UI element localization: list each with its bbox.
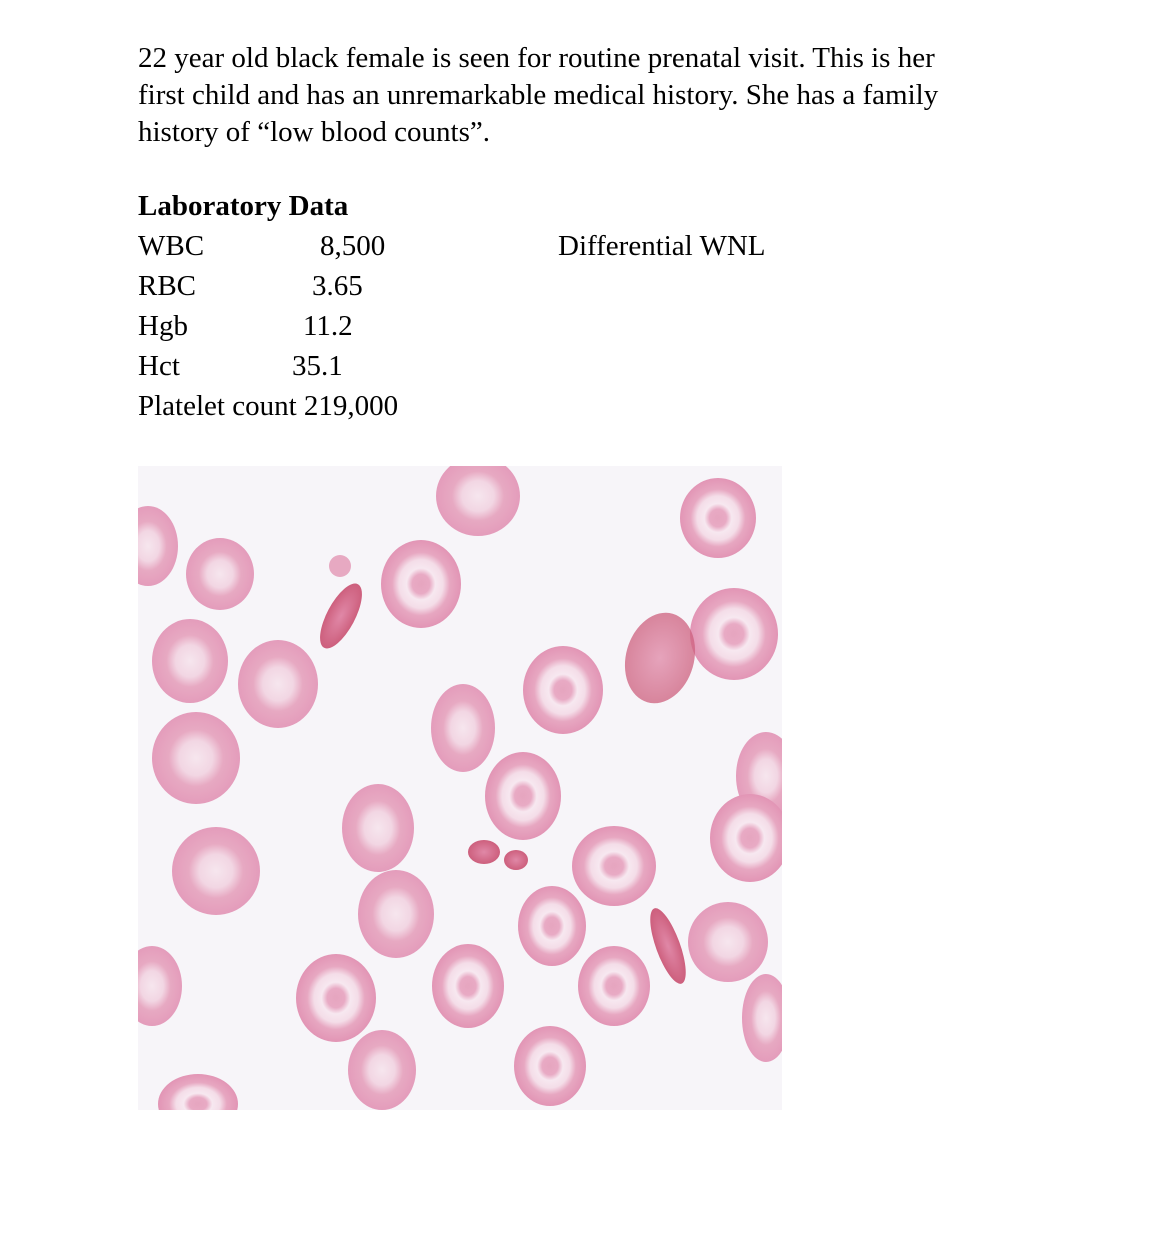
target-cell: [381, 540, 461, 628]
target-cell: [296, 954, 376, 1042]
lab-row-platelet: [138, 388, 398, 424]
lab-value-wbc: 8,500: [320, 230, 386, 262]
lab-label-wbc: WBC: [138, 230, 205, 262]
red-cell: [152, 619, 228, 703]
target-cell: [514, 1026, 586, 1106]
red-cell: [348, 1030, 416, 1110]
case-description: [138, 40, 1038, 151]
red-cell: [138, 506, 178, 586]
lab-label-hct: Hct: [138, 350, 180, 382]
red-cell: [358, 870, 434, 958]
target-cell: [432, 944, 504, 1028]
red-cell: [572, 826, 656, 906]
case-line-2: first child and has an unremarkable medical history. She has a family: [138, 79, 939, 111]
red-cell: [342, 784, 414, 872]
differential-note: Differential WNL: [558, 230, 766, 262]
red-cell-fragment: [329, 555, 351, 577]
red-cell: [688, 902, 768, 982]
red-cell: [431, 684, 495, 772]
red-cell-fragment: [504, 850, 528, 870]
lab-label-rbc: RBC: [138, 270, 197, 302]
target-cell: [578, 946, 650, 1026]
lab-label-hgb: Hgb: [138, 310, 188, 342]
sickle-cell: [312, 578, 371, 655]
lab-row-rbc: [138, 268, 363, 304]
blood-smear-illustration: [138, 466, 782, 1110]
red-cell: [172, 827, 260, 915]
target-cell: [158, 1074, 238, 1110]
red-cell: [152, 712, 240, 804]
lab-value-hgb: 11.2: [303, 310, 353, 342]
lab-row-wbc: [138, 228, 386, 264]
lab-label-platelet: Platelet count: [138, 390, 304, 422]
red-cell: [138, 946, 182, 1026]
case-line-1: 22 year old black female is seen for routine prenatal visit. This is her: [138, 42, 935, 74]
red-cell: [436, 466, 520, 536]
lab-value-hct: 35.1: [292, 350, 343, 382]
target-cell: [518, 886, 586, 966]
lab-row-hct: [138, 348, 343, 384]
blood-smear-image: [138, 466, 782, 1110]
target-cell: [680, 478, 756, 558]
target-cell: [690, 588, 778, 680]
red-cell-fragment: [468, 840, 500, 864]
case-line-3: history of “low blood counts”.: [138, 116, 490, 148]
red-cell: [742, 974, 782, 1062]
target-cell: [523, 646, 603, 734]
red-cell: [615, 604, 706, 711]
target-cell: [485, 752, 561, 840]
lab-row-hgb: [138, 308, 353, 344]
red-cell: [238, 640, 318, 728]
sickle-cell: [643, 904, 693, 987]
red-cell: [186, 538, 254, 610]
lab-data-heading: Laboratory Data: [138, 190, 349, 222]
lab-value-rbc: 3.65: [312, 270, 363, 302]
lab-value-platelet: 219,000: [303, 390, 399, 422]
target-cell: [710, 794, 782, 882]
